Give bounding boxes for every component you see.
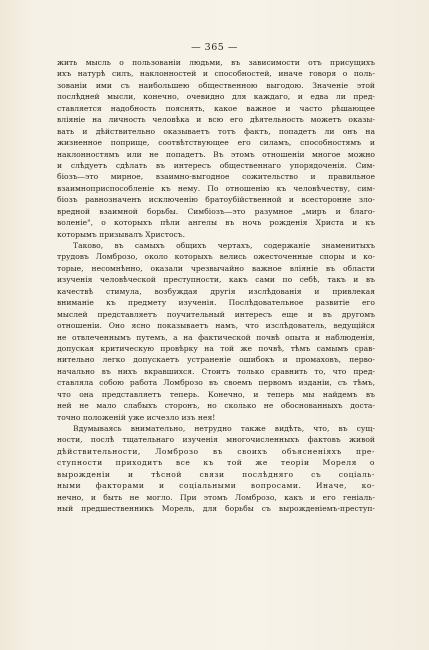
text-line: допуская критическую провѣрку на той же почвѣ, тѣмъ самымъ срав- bbox=[57, 343, 375, 353]
text-line: ности, послѣ тщательнаго изученія многочисленныхъ фактовъ живой bbox=[57, 435, 375, 445]
text-line: изученія человѣческой преступности, какъ сами по себѣ, такъ и въ bbox=[57, 275, 375, 285]
text-line: не отвлеченнымъ путемъ, а на фактической почвѣ опыта и наблюденія, bbox=[57, 332, 375, 342]
text-line: нечно, и быть не могло. При этомъ Ломброзо, какъ и его геніаль- bbox=[57, 492, 375, 502]
text-line: ный предшественникъ Морель, для борьбы съ вырожденіемъ-преступ- bbox=[57, 504, 375, 514]
text-line: Таково, въ самыхъ общихъ чертахъ, содержаніе знаменитыхъ bbox=[73, 241, 375, 250]
text-line: ными факторами и соціальными вопросами. Иначе, ко- bbox=[57, 481, 375, 491]
text-line: Вдумываясь внимательно, нетрудно также видѣть, что, въ сущ- bbox=[73, 424, 375, 433]
text-line: зованіи ими съ наибольшею общественною выгодою. Значеніе этой bbox=[57, 80, 375, 90]
text-line: дѣйствительности, Ломброзо въ своихъ объясненіяхъ пре- bbox=[57, 446, 375, 456]
body-text bbox=[57, 57, 375, 515]
text-line: нительно легко допускаетъ устраненіе ошибокъ и промаховъ, перво- bbox=[57, 355, 375, 365]
text-line: торые, несомнѣнно, оказали чрезвычайно важное вліяніе въ области bbox=[57, 263, 375, 273]
text-line: жить мысль о пользованіи людьми, въ зависимости отъ присущихъ bbox=[57, 58, 375, 67]
text-line: ней не мало слабыхъ сторонъ, но сколько не обоснованныхъ доста- bbox=[57, 401, 375, 411]
text-line: біозъ—это мирное, взаимно-выгодное сожительство и правильное bbox=[57, 172, 375, 182]
text-line: которымъ призывалъ Христосъ. bbox=[57, 229, 186, 239]
text-line: что она представляетъ теперь. Конечно, и теперь мы найдемъ въ bbox=[57, 389, 375, 399]
text-line: точно положеній уже исчезло изъ нея! bbox=[57, 412, 216, 422]
text-line: ихъ натурѣ силъ, наклонностей и способностей, иначе говоря о поль- bbox=[57, 69, 375, 79]
text-line: біозъ равнозначенъ исключенію братоубійственной и всесторонне зло- bbox=[57, 195, 375, 205]
text-line: наклонностямъ или не попадетъ. Въ этомъ отношеніи многое можно bbox=[57, 149, 375, 159]
text-line: вать и дѣйствительно оказываетъ тотъ фактъ, попадетъ ли онъ на bbox=[57, 126, 375, 136]
text-line: вниманіе къ предмету изученія. Послѣдовательное развитіе его bbox=[57, 298, 375, 308]
text-line: отношеніи. Оно ясно показываетъ намъ, что изслѣдователь, ведущійся bbox=[57, 321, 375, 331]
text-line: послѣдней мысли, конечно, очевидно для каждаго, и едва ли пред- bbox=[57, 92, 375, 102]
page-number: — 365 — bbox=[191, 42, 238, 53]
paragraph-3 bbox=[57, 423, 375, 515]
text-line: вредной взаимной борьбы. Симбіозъ—это разумное „миръ и благо- bbox=[57, 206, 375, 216]
paragraph-1 bbox=[57, 57, 375, 240]
text-line: жизненное поприще, соотвѣтствующее его силамъ, способностямъ и bbox=[57, 138, 375, 148]
text-line: вырожденіи и тѣсной связи послѣдняго съ соціаль- bbox=[57, 469, 375, 479]
text-line: мыслей представляетъ поучительный интересъ еще и въ другомъ bbox=[57, 309, 375, 319]
text-line: и слѣдуетъ сдѣлать въ интересъ общественнаго упорядоченія. Сим- bbox=[57, 160, 375, 170]
paragraph-2 bbox=[57, 240, 375, 423]
text-line: воленіе", о которыхъ пѣли ангелы въ ночь рожденія Христа и къ bbox=[57, 218, 375, 228]
text-line: качествѣ стимула, возбуждая другія изслѣдованія и привлекая bbox=[57, 286, 375, 296]
text-line: ставляется надобность пояснять, какое важное и часто рѣшающее bbox=[57, 103, 375, 113]
text-line: ставляла собою работа Ломброзо въ своемъ первомъ изданіи, съ тѣмъ, bbox=[57, 378, 375, 388]
text-line: вліяніе на личность человѣка и всю его дѣятельность можетъ оказы- bbox=[57, 115, 375, 125]
text-line: трудовъ Ломброзо, около которыхъ велись ожесточенные споры и ко- bbox=[57, 252, 375, 262]
text-line: ступности приходитъ все къ той же теоріи Мореля о bbox=[57, 458, 375, 468]
text-line: начально въ нихъ вкравшихся. Стоитъ только сравнить то, что пред- bbox=[57, 366, 375, 376]
text-line: взаимноприспособленіе къ нему. По отношенію къ человѣчеству, сим- bbox=[57, 183, 375, 193]
